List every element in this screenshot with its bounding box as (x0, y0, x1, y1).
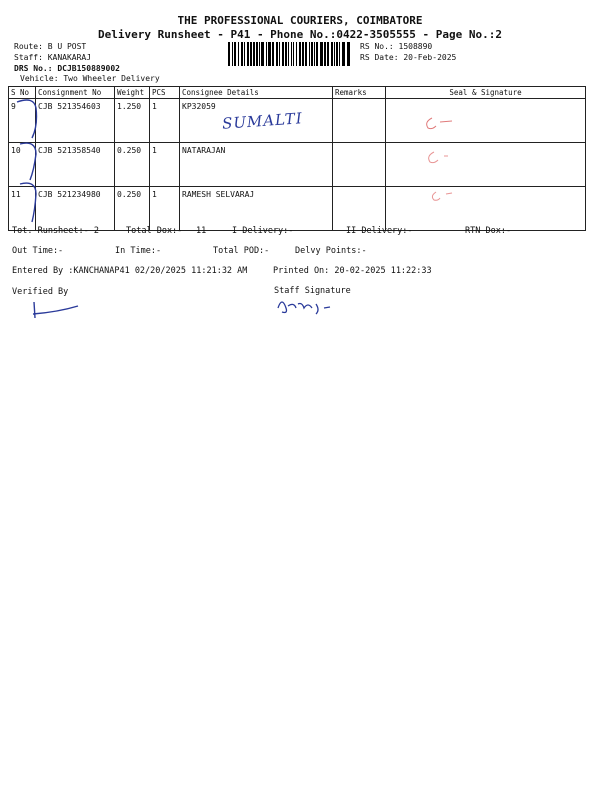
company-title: THE PROFESSIONAL COURIERS, COIMBATORE (177, 14, 423, 27)
cell-remarks (333, 143, 386, 187)
cell-pcs: 1 (150, 187, 180, 231)
cell-consignment: CJB 521354603 (36, 99, 115, 143)
printed-on: Printed On: 20-02-2025 11:22:33 (273, 266, 432, 276)
verifier-signature (28, 298, 88, 322)
receiver-handwritten-name: SUMALTI (221, 109, 304, 133)
cell-sno: 11 (9, 187, 36, 231)
staff-signature-image (272, 294, 342, 318)
cell-consignment: CJB 521234980 (36, 187, 115, 231)
table-header-row (9, 87, 586, 99)
col-header-consignee: Consignee Details (180, 87, 333, 99)
delvy-points: Delvy Points:- (295, 246, 367, 256)
cell-remarks (333, 187, 386, 231)
verified-by-label: Verified By (12, 287, 69, 297)
cell-consignee: NATARAJAN (180, 143, 333, 187)
vehicle-label: Vehicle: Two Wheeler Delivery (20, 74, 160, 83)
rtn-dox: RTN Dox:- (465, 226, 512, 236)
cell-seal (386, 143, 586, 187)
seal-stamp-marks (418, 108, 478, 208)
cell-seal (386, 99, 586, 143)
cell-weight: 1.250 (115, 99, 150, 143)
ii-delivery: II Delivery:- (346, 226, 413, 236)
cell-sno: 10 (9, 143, 36, 187)
total-dox-value: 11 (196, 226, 207, 236)
cell-consignee: KP32059 (180, 99, 333, 143)
entered-by: Entered By :KANCHANAP41 02/20/2025 11:21:32 AM (12, 266, 248, 276)
cell-weight: 0.250 (115, 187, 150, 231)
route-label: Route: B U POST (14, 42, 87, 51)
cell-pcs: 1 (150, 99, 180, 143)
staff-label: Staff: KANAKARAJ (14, 53, 92, 62)
col-header-weight: Weight (115, 87, 150, 99)
cell-consignment: CJB 521358540 (36, 143, 115, 187)
col-header-seal: Seal & Signature (386, 87, 586, 99)
runsheet-table (8, 86, 586, 231)
col-header-remarks: Remarks (333, 87, 386, 99)
staff-signature-label: Staff Signature (274, 286, 351, 296)
cell-weight: 0.250 (115, 143, 150, 187)
total-dox-label: Total Dox:- (126, 226, 183, 236)
drs-number: DRS No.: DCJB150889002 (14, 64, 120, 73)
in-time: In Time:- (115, 246, 162, 256)
cell-sno: 9 (9, 99, 36, 143)
out-time: Out Time:- (12, 246, 64, 256)
i-delivery: I Delivery:- (232, 226, 294, 236)
tot-runsheet: Tot. Runsheet:- 2 (12, 226, 99, 236)
rs-number: RS No.: 1508890 (360, 42, 433, 51)
delivery-tick-marks (12, 98, 52, 228)
col-header-consignment: Consignment No (36, 87, 115, 99)
cell-consignee: RAMESH SELVARAJ (180, 187, 333, 231)
table-row (9, 187, 586, 231)
cell-pcs: 1 (150, 143, 180, 187)
rs-date: RS Date: 20-Feb-2025 (360, 53, 457, 62)
col-header-sno: S No (9, 87, 36, 99)
col-header-pcs: PCS (150, 87, 180, 99)
cell-seal (386, 187, 586, 231)
table-row (9, 143, 586, 187)
runsheet-title: Delivery Runsheet - P41 - Phone No.:0422-3505555 - Page No.:2 (98, 28, 502, 41)
total-pod: Total POD:- (213, 246, 270, 256)
cell-remarks (333, 99, 386, 143)
barcode-image (228, 42, 350, 66)
